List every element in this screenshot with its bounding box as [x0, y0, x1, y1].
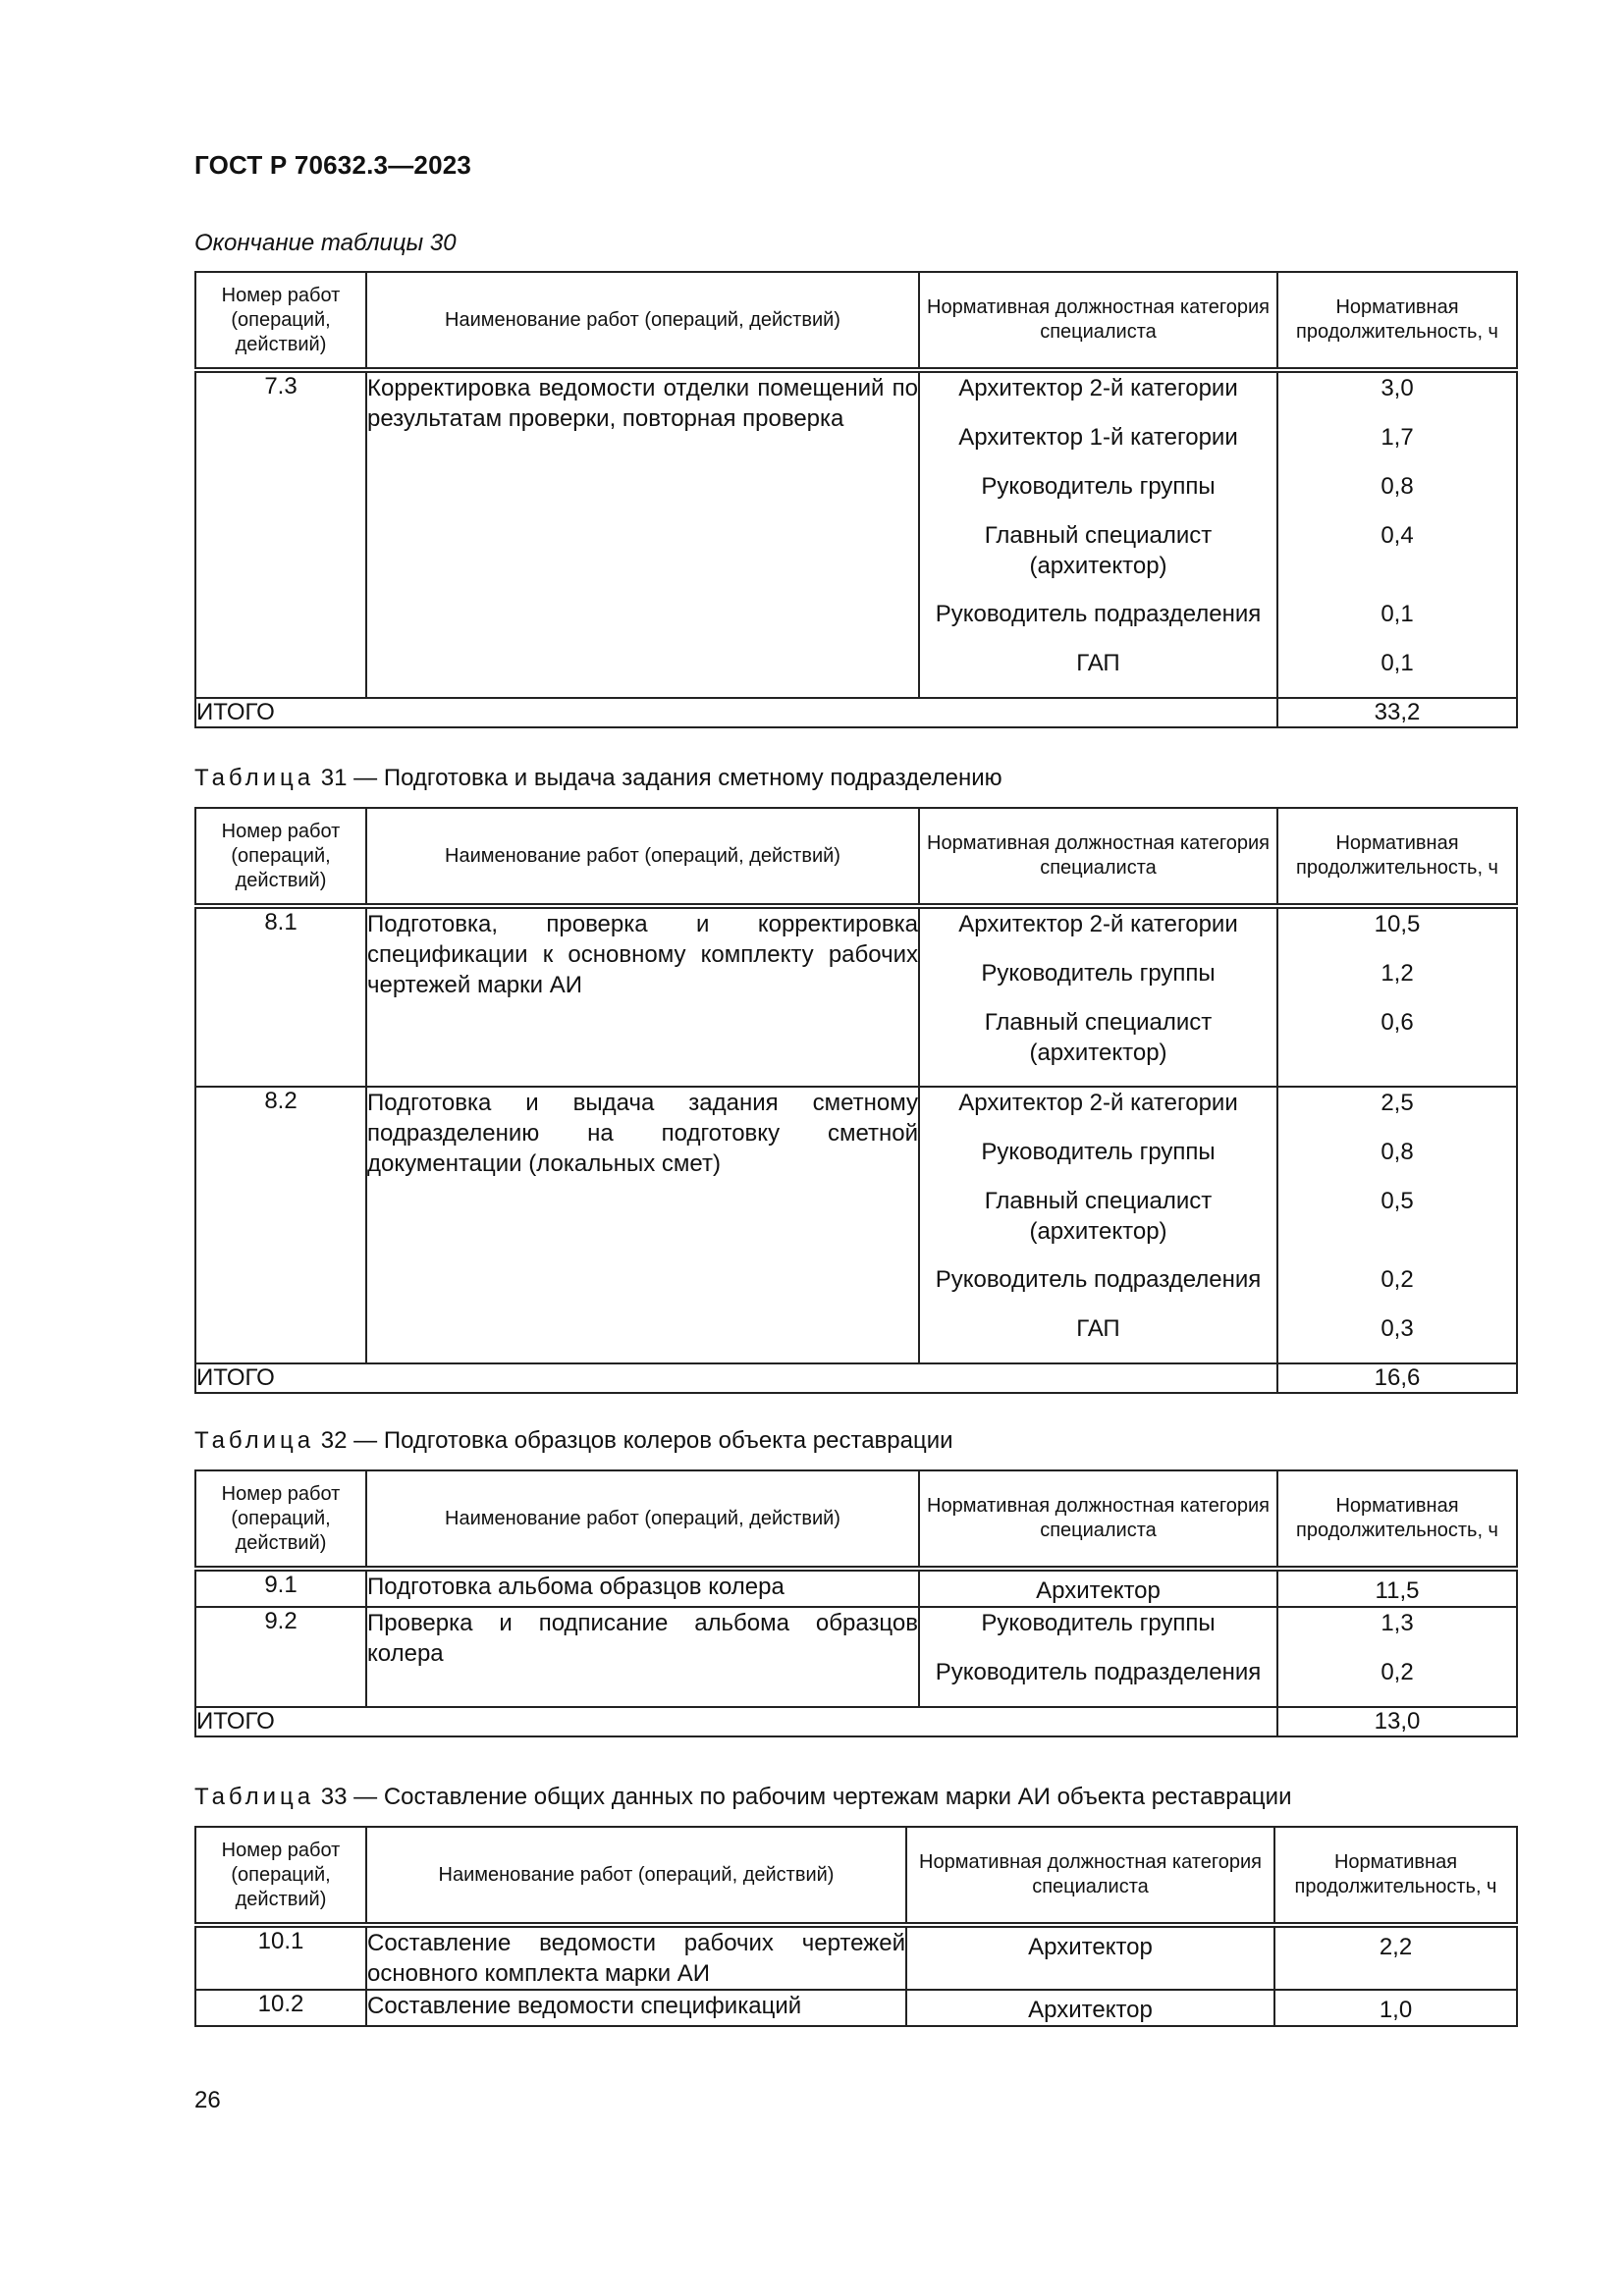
category-entry: Главный специалист (архитектор): [984, 522, 1213, 579]
total-row: [195, 1707, 1517, 1736]
duration-cell: [1277, 906, 1517, 1087]
table-30: [194, 271, 1518, 728]
total-row: [195, 698, 1517, 727]
category-entry: Архитектор 2-й категории: [958, 911, 1238, 937]
row-number: 10.1: [195, 1925, 366, 1990]
caption-text: 32 — Подготовка образцов колеров объекта реставрации: [320, 1427, 953, 1454]
category-entry: ГАП: [1076, 650, 1120, 676]
duration-entry: 1,7: [1380, 424, 1414, 451]
table-row: [195, 906, 1517, 1087]
header-num: Номер работ (операций, действий): [195, 1470, 366, 1569]
caption-prefix: Таблица: [194, 1784, 315, 1810]
table-row: [195, 1925, 1517, 1990]
row-name: Составление ведомости спецификаций: [366, 1990, 906, 2026]
row-number: 8.2: [195, 1087, 366, 1363]
header-category: Нормативная должностная категория специалиста: [919, 272, 1277, 370]
category-entry: Главный специалист (архитектор): [984, 1009, 1213, 1066]
row-name: Составление ведомости рабочих чертежей основного комплекта марки АИ: [366, 1925, 906, 1990]
table-row: [195, 1087, 1517, 1363]
category-entry: Руководитель подразделения: [935, 601, 1262, 627]
table-row: [195, 1990, 1517, 2026]
duration-cell: [1277, 1087, 1517, 1363]
row-name: Проверка и подписание альбома образцов колера: [366, 1607, 919, 1707]
header-duration: Нормативная продолжительность, ч: [1274, 1827, 1517, 1925]
category-cell: [919, 370, 1277, 698]
duration-entry: 11,5: [1375, 1577, 1420, 1604]
table-header-row: [195, 808, 1517, 906]
duration-entry: 3,0: [1380, 375, 1414, 401]
total-value: 16,6: [1277, 1363, 1517, 1393]
header-category: Нормативная должностная категория специалиста: [919, 1470, 1277, 1569]
header-category: Нормативная должностная категория специалиста: [919, 808, 1277, 906]
duration-entry: 1,0: [1379, 1997, 1413, 2023]
duration-entry: 2,2: [1379, 1934, 1413, 1960]
duration-cell: [1277, 370, 1517, 698]
document-code: ГОСТ Р 70632.3—2023: [194, 150, 472, 180]
category-cell: [919, 1087, 1277, 1363]
duration-entry: 1,3: [1380, 1610, 1414, 1636]
header-num: Номер работ (операций, действий): [195, 808, 366, 906]
category-entry: Архитектор 1-й категории: [958, 424, 1238, 451]
caption-prefix: Таблица: [194, 1427, 315, 1454]
total-value: 33,2: [1277, 698, 1517, 727]
category-entry: Руководитель группы: [981, 960, 1216, 987]
duration-entry: 0,6: [1380, 1009, 1414, 1036]
total-label: ИТОГО: [195, 1363, 1277, 1393]
table-row: [195, 1569, 1517, 1607]
header-duration: Нормативная продолжительность, ч: [1277, 272, 1517, 370]
table-32-caption: [194, 1427, 953, 1455]
duration-entry: 0,4: [1380, 522, 1414, 549]
caption-prefix: Таблица: [194, 765, 315, 791]
category-entry: Руководитель группы: [981, 473, 1216, 500]
duration-cell: [1274, 1990, 1517, 2026]
page-number: 26: [194, 2087, 221, 2113]
category-entry: Руководитель группы: [981, 1139, 1216, 1165]
table-30-caption: Окончание таблицы 30: [194, 230, 457, 256]
row-number: 8.1: [195, 906, 366, 1087]
row-name: Подготовка, проверка и корректировка спецификации к основному комплекту рабочих чертежей марки АИ: [366, 906, 919, 1087]
total-row: [195, 1363, 1517, 1393]
table-31-caption: [194, 765, 1002, 792]
duration-cell: [1277, 1569, 1517, 1607]
header-duration: Нормативная продолжительность, ч: [1277, 808, 1517, 906]
duration-cell: [1277, 1607, 1517, 1707]
category-entry: Архитектор: [1028, 1997, 1153, 2023]
category-entry: Архитектор 2-й категории: [958, 375, 1238, 401]
category-entry: Архитектор: [1036, 1577, 1161, 1604]
category-cell: [919, 1569, 1277, 1607]
row-name: Подготовка и выдача задания сметному подразделению на подготовку сметной документации (локальных смет): [366, 1087, 919, 1363]
row-number: 10.2: [195, 1990, 366, 2026]
table-header-row: [195, 272, 1517, 370]
duration-entry: 0,8: [1380, 1139, 1414, 1165]
header-num: Номер работ (операций, действий): [195, 1827, 366, 1925]
header-num: Номер работ (операций, действий): [195, 272, 366, 370]
category-entry: Главный специалист (архитектор): [984, 1188, 1213, 1245]
table-33: [194, 1826, 1518, 2027]
row-number: 9.2: [195, 1607, 366, 1707]
table-row: [195, 1607, 1517, 1707]
row-number: 7.3: [195, 370, 366, 698]
table-header-row: [195, 1470, 1517, 1569]
total-label: ИТОГО: [195, 698, 1277, 727]
header-duration: Нормативная продолжительность, ч: [1277, 1470, 1517, 1569]
duration-entry: 0,2: [1380, 1659, 1414, 1685]
category-cell: [919, 906, 1277, 1087]
category-entry: Руководитель группы: [981, 1610, 1216, 1636]
category-entry: ГАП: [1076, 1315, 1120, 1342]
table-33-caption: [194, 1784, 1292, 1811]
category-cell: [919, 1607, 1277, 1707]
header-name: Наименование работ (операций, действий): [366, 1470, 919, 1569]
category-entry: Архитектор: [1028, 1934, 1153, 1960]
category-cell: [906, 1925, 1274, 1990]
total-label: ИТОГО: [195, 1707, 1277, 1736]
duration-entry: 0,5: [1380, 1188, 1414, 1214]
table-row: [195, 370, 1517, 698]
header-name: Наименование работ (операций, действий): [366, 272, 919, 370]
table-32: [194, 1469, 1518, 1737]
duration-entry: 2,5: [1380, 1090, 1414, 1116]
category-cell: [906, 1990, 1274, 2026]
duration-cell: [1274, 1925, 1517, 1990]
header-name: Наименование работ (операций, действий): [366, 1827, 906, 1925]
duration-entry: 0,1: [1380, 650, 1414, 676]
duration-entry: 0,8: [1380, 473, 1414, 500]
table-header-row: [195, 1827, 1517, 1925]
duration-entry: 0,3: [1380, 1315, 1414, 1342]
caption-text: 33 — Составление общих данных по рабочим чертежам марки АИ объекта реставрации: [320, 1784, 1292, 1810]
category-entry: Архитектор 2-й категории: [958, 1090, 1238, 1116]
header-name: Наименование работ (операций, действий): [366, 808, 919, 906]
duration-entry: 0,1: [1380, 601, 1414, 627]
header-category: Нормативная должностная категория специалиста: [906, 1827, 1274, 1925]
duration-entry: 10,5: [1374, 911, 1421, 937]
category-entry: Руководитель подразделения: [935, 1266, 1262, 1293]
total-value: 13,0: [1277, 1707, 1517, 1736]
row-name: Корректировка ведомости отделки помещений по результатам проверки, повторная проверка: [366, 370, 919, 698]
caption-text: 31 — Подготовка и выдача задания сметному подразделению: [320, 765, 1002, 791]
table-31: [194, 807, 1518, 1394]
category-entry: Руководитель подразделения: [935, 1659, 1262, 1685]
row-name: Подготовка альбома образцов колера: [366, 1569, 919, 1607]
duration-entry: 0,2: [1380, 1266, 1414, 1293]
row-number: 9.1: [195, 1569, 366, 1607]
duration-entry: 1,2: [1380, 960, 1414, 987]
